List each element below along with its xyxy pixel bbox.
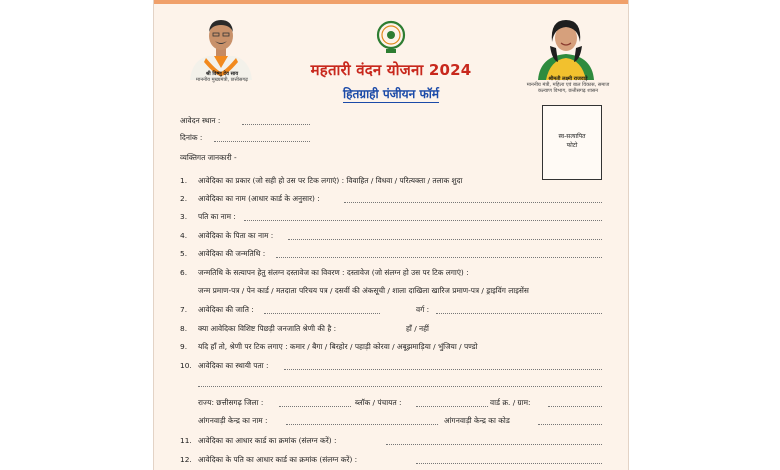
item-10-label: आवेदिका का स्थायी पता :	[198, 361, 269, 370]
item-8-number: 8.	[180, 324, 188, 333]
applicant-name-field[interactable]	[344, 202, 602, 203]
yes-no-options[interactable]: हाँ / नहीं	[406, 324, 429, 333]
item-9-label[interactable]: यदि हाँ तो, श्रेणी पर टिक लगाए : कमार / बैगा / बिरहोर / पहाड़ी कोरवा / अबूझमाड़िया / भुंजिया / पण्डो	[198, 342, 478, 351]
right-person-name: श्रीमती लक्ष्मी राजवाड़े	[548, 76, 588, 82]
aw-center-field[interactable]	[286, 424, 438, 425]
form-subtitle-text: हितग्राही पंजीयन फॉर्म	[342, 87, 440, 101]
date-field[interactable]	[214, 141, 310, 142]
item-3-label: पति का नाम :	[198, 212, 236, 221]
ward-village-field[interactable]	[548, 406, 602, 407]
applicant-aadhaar-field[interactable]	[386, 444, 602, 445]
aw-code-field[interactable]	[538, 424, 602, 425]
item-11-number: 11.	[180, 436, 192, 445]
item-11-label: आवेदिका का आधार कार्ड का क्रमांक (संलग्न करें) :	[198, 436, 337, 445]
father-name-field[interactable]	[288, 239, 602, 240]
item-7-number: 7.	[180, 305, 188, 314]
state-district-label: राज्य: छत्तीसगढ़ जिला :	[198, 398, 264, 407]
place-label: आवेदन स्थान :	[180, 116, 221, 125]
item-4-label: आवेदिका के पिता का नाम :	[198, 231, 274, 240]
government-emblem-icon	[376, 20, 406, 54]
item-6-label: जन्मतिथि के सत्यापन हेतु संलग्न दस्तावेज का विवरण : दस्तावेज (जो संलग्न हो उस पर टिक लगाएं) :	[198, 268, 469, 277]
class-label: वर्ग :	[416, 305, 430, 314]
photo-box-line1: स्व-सत्यापित	[558, 133, 586, 140]
item-5-number: 5.	[180, 249, 188, 258]
husband-name-field[interactable]	[244, 220, 602, 221]
date-label: दिनांक :	[180, 133, 203, 142]
right-caption	[520, 76, 616, 94]
aw-code-label: आंगनवाड़ी केन्द्र का कोड	[444, 416, 510, 425]
dob-field[interactable]	[276, 257, 602, 258]
left-person-name: श्री विष्णु देव साय	[205, 71, 239, 77]
left-person-role: माननीय मुख्यमंत्री, छत्तीसगढ़	[196, 77, 248, 83]
district-field[interactable]	[279, 406, 351, 407]
form-title: महतारी वंदन योजना 2024	[310, 61, 472, 79]
caste-field[interactable]	[264, 313, 380, 314]
place-row	[180, 116, 220, 126]
item-9-number: 9.	[180, 342, 188, 351]
item-4-number: 4.	[180, 231, 188, 240]
address-field-line2[interactable]	[198, 386, 602, 387]
husband-aadhaar-field[interactable]	[416, 463, 602, 464]
block-panchayat-field[interactable]	[416, 406, 488, 407]
item-10-number: 10.	[180, 361, 192, 370]
item-7-label: आवेदिका की जाति :	[198, 305, 254, 314]
class-field[interactable]	[436, 313, 602, 314]
ward-village-label: वार्ड क्र. / ग्राम:	[490, 398, 531, 407]
item-8-label: क्या आवेदिका विशिष्ट पिछड़ी जनजाति श्रेणी की है :	[198, 324, 337, 333]
form-page	[153, 0, 629, 470]
item-6-number: 6.	[180, 268, 188, 277]
date-row	[180, 133, 202, 143]
place-field[interactable]	[242, 124, 310, 125]
address-field-line1[interactable]	[284, 369, 602, 370]
item-12-label: आवेदिका के पति का आधार कार्ड का क्रमांक (संलग्न करें) :	[198, 455, 358, 464]
personal-info-label: व्यक्तिगत जानकारी -	[180, 153, 237, 162]
top-accent-bar	[154, 0, 628, 4]
photo-box[interactable]	[542, 105, 602, 180]
aw-center-label: आंगनवाड़ी केन्द्र का नाम :	[198, 416, 268, 425]
photo-box-line2: फोटो	[566, 142, 578, 149]
item-1-label: आवेदिका का प्रकार (जो सही हो उस पर टिक लगाएं) : विवाहित / विधवा / परित्यक्ता / तलाक शुदा	[198, 176, 463, 185]
block-panchayat-label: ब्लॉक / पंचायत :	[355, 398, 402, 407]
item-5-label: आवेदिका की जन्मतिथि :	[198, 249, 266, 258]
item-12-number: 12.	[180, 455, 192, 464]
minister-portrait	[532, 12, 600, 80]
item-6-options-label[interactable]: जन्म प्रमाण-पत्र / पेन कार्ड / मतदाता परिचय पत्र / दसवीं की अंकसूची / शाला दाखिला खारिज प्रमाण-पत्र / ड्राइविंग लाइसेंस	[198, 286, 529, 295]
item-2-number: 2.	[180, 194, 188, 203]
item-1-number: 1.	[180, 176, 188, 185]
item-3-number: 3.	[180, 212, 188, 221]
personal-info-heading	[180, 153, 237, 163]
item-2-label: आवेदिका का नाम (आधार कार्ड के अनुसार) :	[198, 194, 320, 203]
right-person-role: माननीय मंत्री, महिला एवं बाल विकास, समाज कल्याण विभाग, छत्तीसगढ़ शासन	[526, 82, 610, 94]
